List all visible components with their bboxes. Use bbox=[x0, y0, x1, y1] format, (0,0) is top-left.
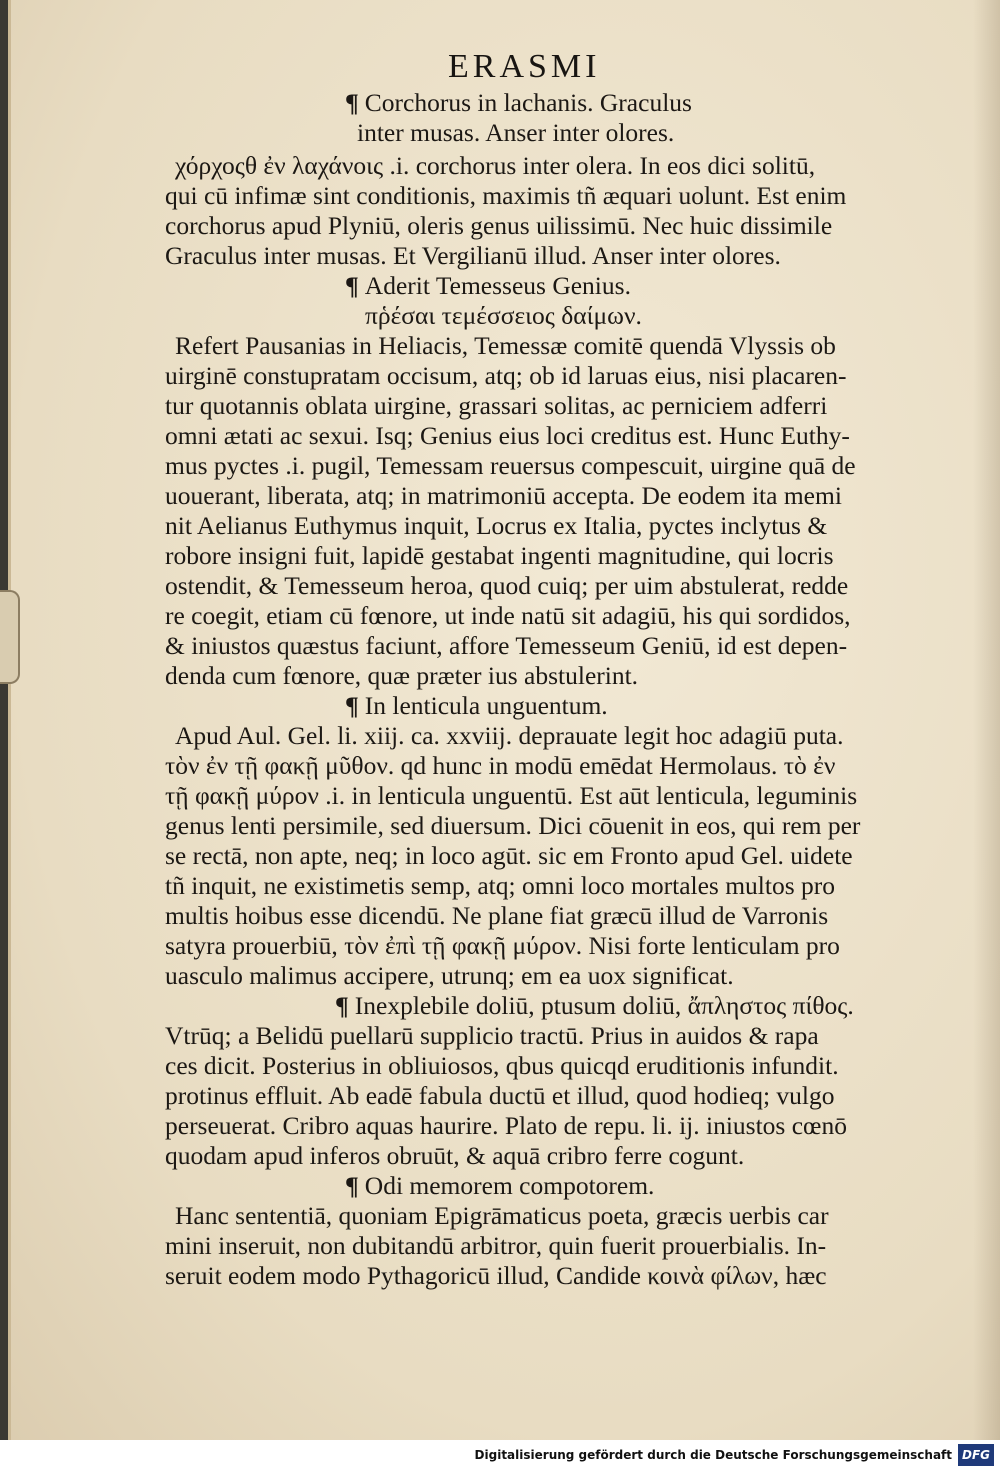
footer-credit: Digitalisierung gefördert durch die Deutsche Forschungsgemeinschaft bbox=[474, 1448, 952, 1462]
text-line bbox=[165, 181, 846, 211]
line-text: Vtrūq; a Belidū puellarū supplicio tractū. Prius in auidos & rapa bbox=[165, 1021, 819, 1050]
pilcrow-icon: ¶ bbox=[345, 271, 359, 300]
line-text: χόρχοςθ ἐν λαχάνοις .i. corchorus inter olera. In eos dici solitū, bbox=[175, 151, 816, 180]
pilcrow-icon: ¶ bbox=[345, 1171, 359, 1200]
page-clip bbox=[0, 590, 20, 684]
text-line bbox=[165, 211, 832, 241]
text-line bbox=[165, 451, 856, 481]
adage-heading bbox=[345, 88, 692, 118]
line-text: mus pyctes .i. pugil, Temessam reuersus compescuit, uirgine quā de bbox=[165, 451, 856, 480]
adage-heading bbox=[335, 991, 854, 1021]
line-text: quodam apud inferos obruūt, & aquā cribro ferre cogunt. bbox=[165, 1141, 745, 1170]
line-text: πῥέσαι τεμέσσειος δαίμων. bbox=[365, 301, 642, 330]
text-line bbox=[165, 1111, 847, 1141]
line-text: tur quotannis oblata uirgine, grassari solitas, ac perniciem adferri bbox=[165, 391, 828, 420]
line-text: perseuerat. Cribro aquas haurire. Plato de repu. li. ij. iniustos cœnō bbox=[165, 1111, 847, 1140]
text-line bbox=[165, 961, 734, 991]
line-text: ces dicit. Posterius in obliuiosos, qbus quicqd eruditionis infundit. bbox=[165, 1051, 839, 1080]
pilcrow-icon: ¶ bbox=[335, 991, 349, 1020]
pilcrow-icon: ¶ bbox=[345, 88, 359, 117]
line-text: & iniustos quæstus faciunt, affore Temesseum Geniū, id est depen- bbox=[165, 631, 848, 660]
line-text: Aderit Temesseus Genius. bbox=[364, 271, 631, 300]
line-text: omni ætati ac sexui. Isq; Genius eius loci creditus est. Hunc Euthy- bbox=[165, 421, 850, 450]
text-line bbox=[165, 1021, 819, 1051]
adage-heading bbox=[345, 271, 631, 301]
line-text: Graculus inter musas. Et Vergilianū illud. Anser inter olores. bbox=[165, 241, 781, 270]
text-line bbox=[165, 1231, 826, 1261]
text-line bbox=[165, 541, 834, 571]
text-line bbox=[175, 151, 815, 181]
line-text: Hanc sententiā, quoniam Epigrāmaticus poeta, græcis uerbis car bbox=[175, 1201, 829, 1230]
line-text: τὸν ἐν τῇ φακῇ μῦθον. qd hunc in modū emēdat Hermolaus. τὸ ἐν bbox=[165, 751, 836, 780]
text-line bbox=[357, 118, 674, 148]
line-text: In lenticula unguentum. bbox=[364, 691, 608, 720]
text-line bbox=[165, 1081, 835, 1111]
text-line bbox=[165, 1051, 839, 1081]
text-line bbox=[165, 391, 827, 421]
line-text: satyra prouerbiū, τὸν ἐπὶ τῇ φακῇ μύρον. Nisi forte lenticulam pro bbox=[165, 931, 840, 960]
text-line bbox=[165, 901, 828, 931]
adage-heading bbox=[345, 1171, 654, 1201]
line-text: inter musas. Anser inter olores. bbox=[357, 118, 675, 147]
text-line bbox=[165, 931, 840, 961]
text-line bbox=[175, 721, 844, 751]
text-line bbox=[165, 871, 835, 901]
text-line bbox=[165, 841, 853, 871]
line-text: corchorus apud Plyniū, oleris genus uilissimū. Nec huic dissimile bbox=[165, 211, 833, 240]
line-text: uirginē constupratam occisum, atq; ob id laruas eius, nisi placaren- bbox=[165, 361, 847, 390]
line-text: Inexplebile doliū, ptusum doliū, ἄπληστος πίθος. bbox=[354, 991, 854, 1020]
text-line bbox=[165, 481, 842, 511]
line-text: qui cū infimæ sint conditionis, maximis tñ æquari uolunt. Est enim bbox=[165, 181, 847, 210]
text-line bbox=[165, 241, 781, 271]
line-text: τῇ φακῇ μύρον .i. in lenticula unguentū. Est aūt lenticula, leguminis bbox=[165, 781, 858, 810]
line-text: uouerant, liberata, atq; in matrimoniū accepta. De eodem ita memi bbox=[165, 481, 842, 510]
text-line bbox=[165, 571, 848, 601]
pilcrow-icon: ¶ bbox=[345, 691, 359, 720]
text-line bbox=[165, 781, 857, 811]
text-line bbox=[175, 331, 836, 361]
text-line bbox=[365, 301, 642, 331]
line-text: nit Aelianus Euthymus inquit, Locrus ex Italia, pyctes inclytus & bbox=[165, 511, 828, 540]
text-line bbox=[165, 361, 846, 391]
dfg-logo: DFG bbox=[958, 1444, 994, 1466]
line-text: Corchorus in lachanis. Graculus bbox=[364, 88, 692, 117]
page-edge-shadow bbox=[973, 0, 1000, 1440]
line-text: ostendit, & Temesseum heroa, quod cuiq; per uim abstulerat, redde bbox=[165, 571, 849, 600]
text-line bbox=[165, 1141, 744, 1171]
line-text: re coegit, etiam cū fœnore, ut inde natū sit adagiū, his qui sordidos, bbox=[165, 601, 851, 630]
line-text: multis hoibus esse dicendū. Ne plane fiat græcū illud de Varronis bbox=[165, 901, 829, 930]
text-line bbox=[165, 811, 860, 841]
adage-heading bbox=[345, 691, 608, 721]
line-text: protinus effluit. Ab eadē fabula ductū et illud, quod hodieq; vulgo bbox=[165, 1081, 835, 1110]
line-text: tñ inquit, ne existimetis semp, atq; omni loco mortales multos pro bbox=[165, 871, 836, 900]
text-line bbox=[175, 1201, 829, 1231]
text-line bbox=[165, 511, 827, 541]
line-text: mini inseruit, non dubitandū arbitror, quin fuerit prouerbialis. In- bbox=[165, 1231, 827, 1260]
running-head: ERASMI bbox=[448, 48, 601, 85]
text-line bbox=[165, 751, 835, 781]
line-text: Odi memorem compotorem. bbox=[364, 1171, 655, 1200]
line-text: robore insigni fuit, lapidē gestabat ingenti magnitudine, qui locris bbox=[165, 541, 834, 570]
text-line bbox=[165, 601, 851, 631]
line-text: denda cum fœnore, quæ præter ius abstulerint. bbox=[165, 661, 639, 690]
text-line bbox=[165, 421, 850, 451]
line-text: Apud Aul. Gel. li. xiij. ca. xxviij. deprauate legit hoc adagiū puta. bbox=[175, 721, 844, 750]
line-text: se rectā, non apte, neq; in loco agūt. sic em Fronto apud Gel. uidete bbox=[165, 841, 853, 870]
text-line bbox=[165, 631, 847, 661]
line-text: Refert Pausanias in Heliacis, Temessæ comitē quendā Vlyssis ob bbox=[175, 331, 836, 360]
line-text: seruit eodem modo Pythagoricū illud, Candide κοινὰ φίλων, hæc bbox=[165, 1261, 827, 1290]
line-text: uasculo malimus accipere, utrunq; em ea uox significat. bbox=[165, 961, 734, 990]
line-text: genus lenti persimile, sed diuersum. Dici cōuenit in eos, qui rem per bbox=[165, 811, 861, 840]
text-line bbox=[165, 1261, 827, 1291]
text-line bbox=[165, 661, 638, 691]
digitization-footer bbox=[0, 1440, 1000, 1473]
